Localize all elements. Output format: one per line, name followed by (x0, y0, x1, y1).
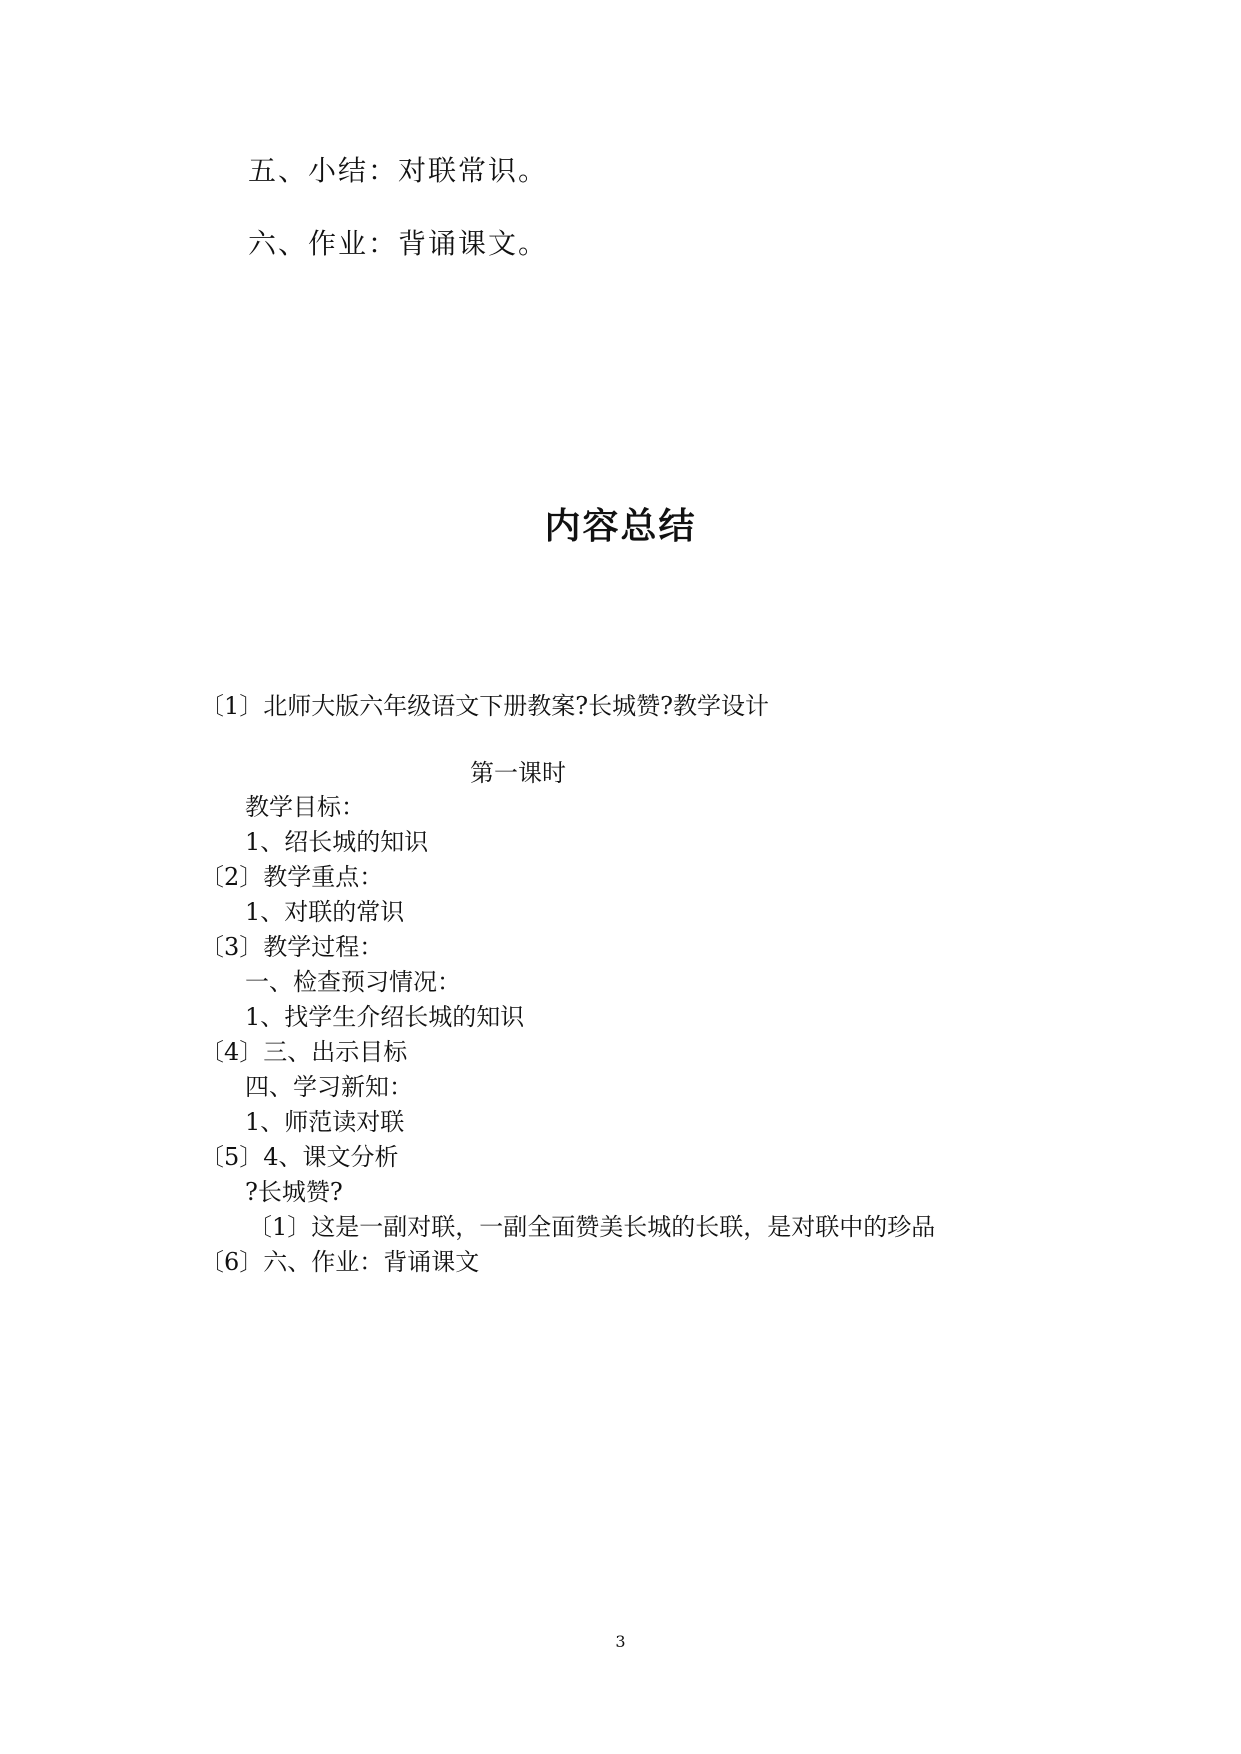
list-item: 〔5〕4、课文分析 (200, 1143, 399, 1171)
section-summary: 五、小结：对联常识。 (248, 154, 549, 187)
list-item: 四、学习新知： (245, 1073, 413, 1101)
page-number: 3 (615, 1632, 626, 1651)
page-heading: 内容总结 (544, 506, 697, 547)
list-item: 1、师范读对联 (245, 1108, 405, 1136)
list-item: 〔2〕教学重点： (200, 863, 384, 891)
summary-title: 〔1〕北师大版六年级语文下册教案?长城赞?教学设计 (200, 692, 770, 720)
list-item: 〔3〕教学过程： (200, 933, 384, 961)
summary-list (200, 790, 935, 1280)
list-item: 一、检查预习情况： (245, 968, 461, 996)
section-homework: 六、作业：背诵课文。 (248, 227, 549, 260)
list-item: 1、对联的常识 (245, 898, 405, 926)
list-item: 〔6〕六、作业：背诵课文 (200, 1248, 480, 1276)
list-item: 1、绍长城的知识 (245, 828, 429, 856)
list-item: 1、找学生介绍长城的知识 (245, 1003, 525, 1031)
list-item: 〔1〕这是一副对联，一副全面赞美长城的长联，是对联中的珍品 (248, 1213, 936, 1241)
list-item: ?长城赞? (245, 1178, 343, 1206)
list-item: 教学目标： (245, 793, 365, 821)
lesson-subtitle: 第一课时 (470, 759, 566, 787)
list-item: 〔4〕三、出示目标 (200, 1038, 408, 1066)
